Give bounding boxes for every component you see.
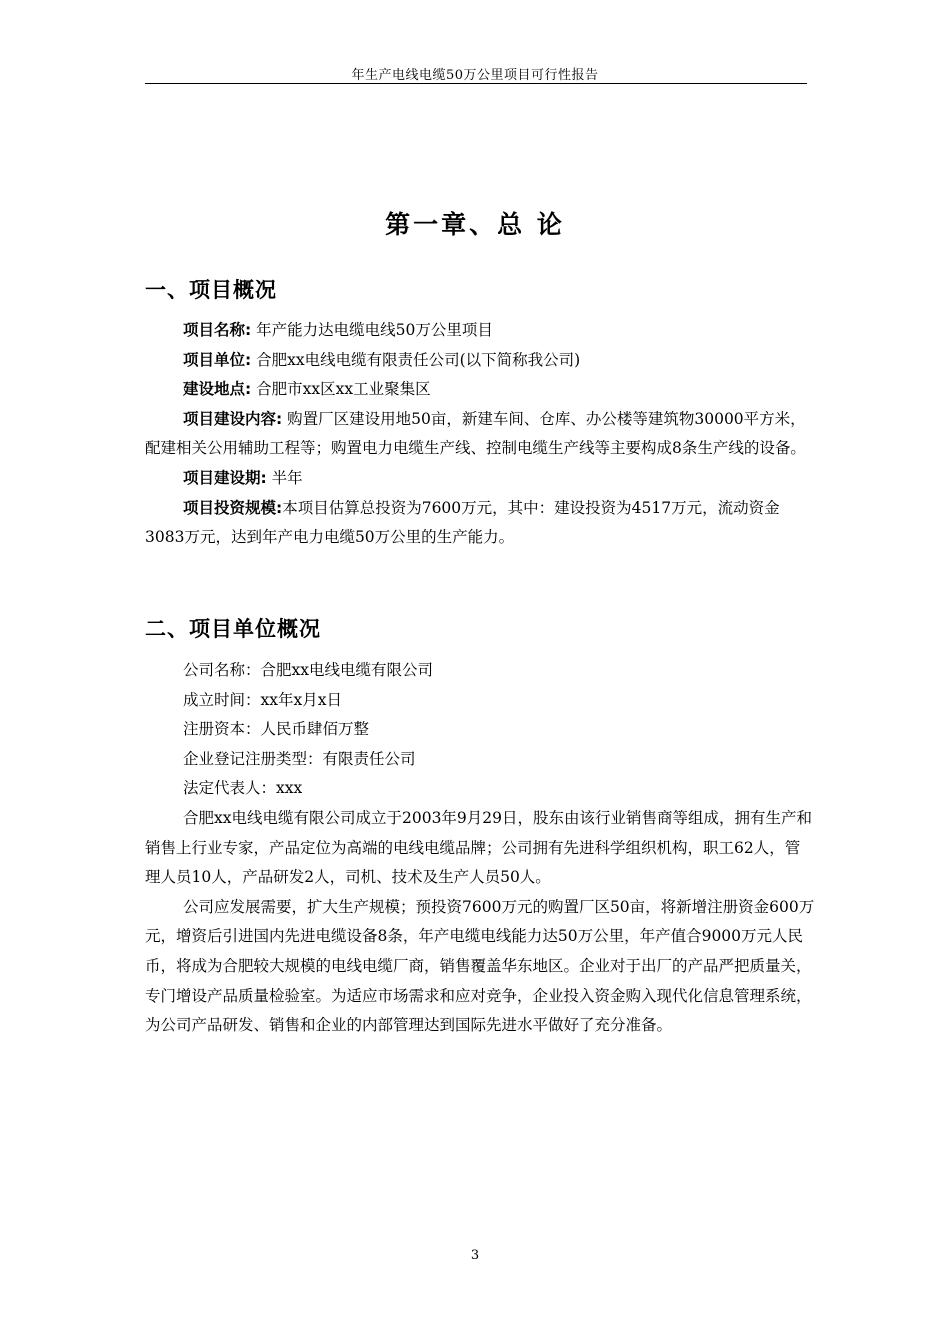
field-project-unit (145, 346, 815, 376)
company-overview-block (145, 656, 815, 1041)
section-heading-overview: 一、项目概况 (145, 278, 277, 302)
field-value: 合肥市xx区xx工业聚集区 (256, 380, 431, 399)
founding-date-line: 成立时间：xx年x月x日 (183, 690, 342, 709)
field-label: 项目建设内容: (183, 409, 283, 428)
field-value: 半年 (271, 468, 303, 487)
legal-representative-line: 法定代表人：xxx (183, 779, 303, 798)
field-label: 项目投资规模: (183, 498, 283, 517)
project-overview-block (145, 316, 815, 553)
field-value: 本项目估算总投资为7600万元，其中：建设投资为4517万元，流动资金3083万元，达到年产电力电缆50万公里的生产能力。 (145, 498, 780, 547)
page-number: 3 (470, 1248, 480, 1263)
company-name-line: 公司名称：合肥xx电线电缆有限公司 (183, 661, 433, 679)
field-label: 项目建设期: (183, 468, 267, 487)
field-value: 年产能力达电缆电线50万公里项目 (256, 321, 493, 339)
company-paragraph: 合肥xx电线电缆有限公司成立于2003年9月29日，股东由该行业销售商等组成，拥有生产和销售上行业专家，产品定位为高端的电线电缆品牌；公司拥有先进科学组织机构，职工62人，管理人员10人，产品研发2人，司机、技术及生产人员50人。 (145, 808, 813, 887)
registered-capital-line: 注册资本：人民币肆佰万整 (183, 720, 370, 739)
field-value: 合肥xx电线电缆有限责任公司(以下简称我公司) (256, 350, 581, 369)
field-label: 建设地点: (183, 380, 252, 399)
field-label: 项目名称: (183, 321, 252, 339)
field-construction-content (145, 405, 815, 464)
field-label: 项目单位: (183, 350, 252, 369)
chapter-title: 第一章、总 论 (385, 210, 565, 239)
field-investment-scale (145, 494, 815, 553)
running-header: 年生产电线电缆50万公里项目可行性报告 (351, 68, 599, 83)
field-value: 购置厂区建设用地50亩，新建车间、仓库、办公楼等建筑物30000平方米，配建相关公用辅助工程等；购置电力电缆生产线、控制电缆生产线等主要构成8条生产线的设备。 (145, 409, 806, 458)
field-construction-site (145, 375, 815, 405)
section-heading-company: 二、项目单位概况 (145, 617, 321, 641)
company-paragraph: 公司应发展需要，扩大生产规模；预投资7600万元的购置厂区50亩，将新增注册资金600万元，增资后引进国内先进电缆设备8条，年产电缆电线能力达50万公里，年产值合9000万元人民币，将成为合肥较大规模的电线电缆厂商，销售覆盖华东地区。企业对于出厂的产品严把质量关，专门增设产品质量检验室。为适应市场需求和应对竞争，企业投入资金购入现代化信息管理系统，为公司产品研发、销售和企业的内部管理达到国际先进水平做好了充分准备。 (145, 897, 815, 1035)
registration-type-line: 企业登记注册类型：有限责任公司 (183, 749, 416, 768)
header-rule (145, 83, 807, 84)
field-construction-period (145, 464, 815, 494)
field-project-name (145, 316, 815, 346)
